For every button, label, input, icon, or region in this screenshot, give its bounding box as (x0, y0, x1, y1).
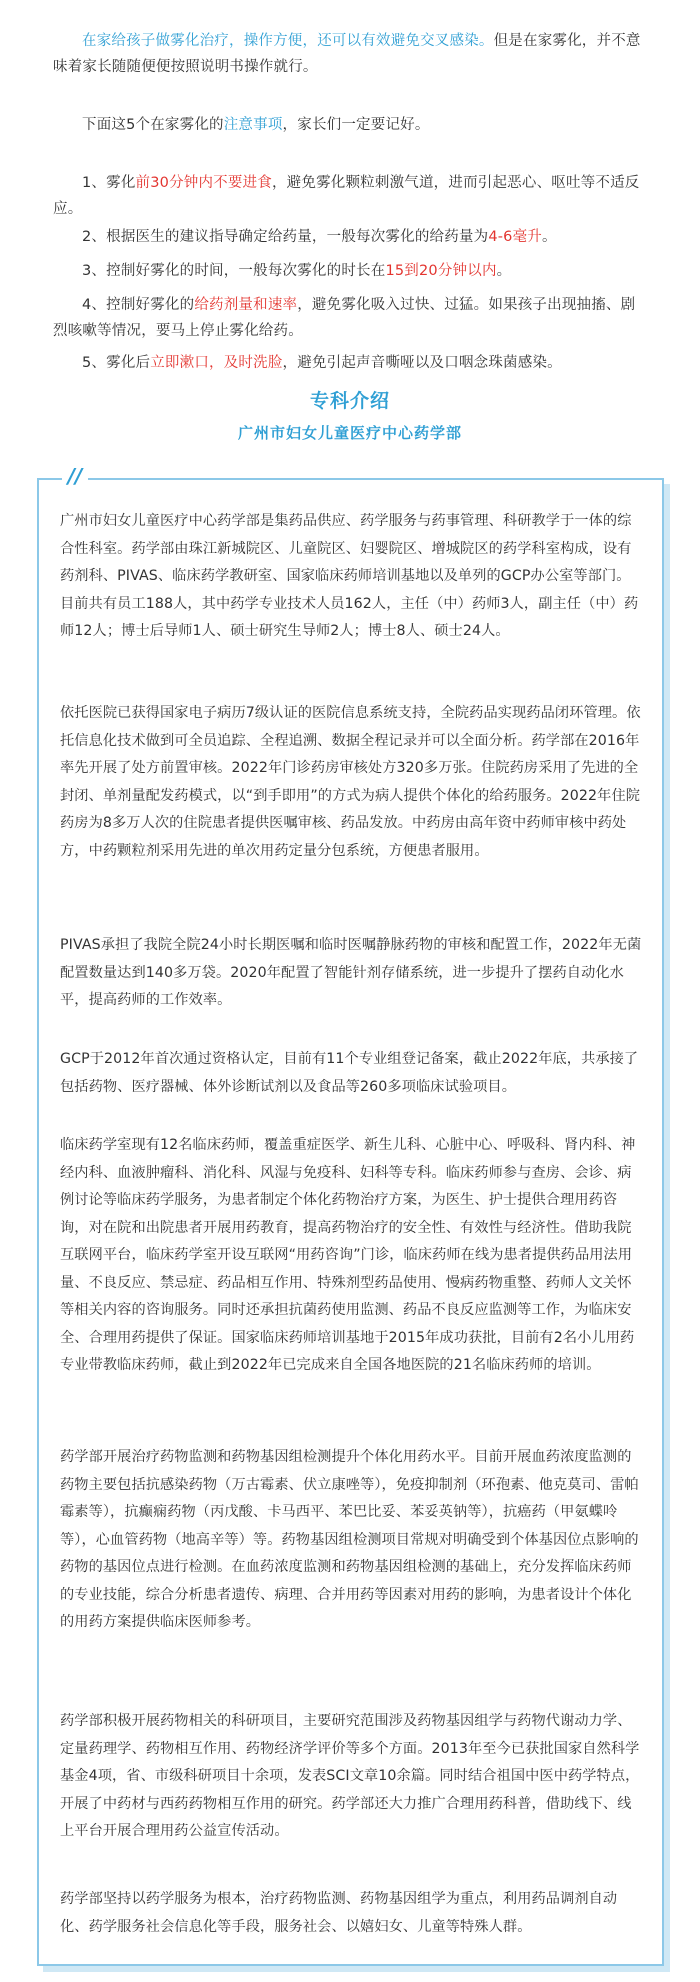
intro-highlight: 在家给孩子做雾化治疗，操作方便，还可以有效避免交叉感染。 (82, 33, 494, 49)
tip-text: 1、雾化 (82, 175, 136, 191)
tip-3 (53, 258, 648, 284)
quote-icon: // (62, 464, 88, 488)
box-paragraph-6: 药学部开展治疗药物监测和药物基因组检测提升个体化用药水平。目前开展血药浓度监测的药物主要包括抗感染药物（万古霉素、伏立康唑等），免疫抑制剂（环孢素、他克莫司、雷帕霉素等），抗癫痫药物（丙戊酸、卡马西平、苯巴比妥、苯妥英钠等），抗癌药（甲氨蝶呤等），心血管药物（地高辛等）等。药物基因组检测项目常规对明确受到个体基因位点影响的药物的基因位点进行检测。在血药浓度监测和药物基因组检测的基础上，充分发挥临床药师的专业技能，综合分析患者遗传、病理、合并用药等因素对用药的影响，为患者设计个体化的用药方案提供临床医师参考。 (60, 1449, 639, 1630)
tip-1 (53, 170, 648, 222)
tip-text: 3、控制好雾化的时间，一般每次雾化的时长在 (82, 263, 386, 279)
intro-paragraph (53, 28, 648, 80)
intro-text: 但是在家雾化，并不意味着家长随随便便按照说明书操作就行。 (53, 33, 641, 75)
tip-highlight: 给药剂量和速率 (194, 297, 298, 313)
notice-highlight: 注意事项 (223, 117, 283, 133)
box-paragraph-1: 广州市妇女儿童医疗中心药学部是集药品供应、药学服务与药事管理、科研教学于一体的综合性科室。药学部由珠江新城院区、儿童院区、妇婴院区、增城院区的药学科室构成，设有药剂科、PIVAS、临床药学教研室、国家临床药师培训基地以及单列的GCP办公室等部门。目前共有员工188人，其中药学专业技术人员162人，主任（中）药师3人，副主任（中）药师12人；博士后导师1人、硕士研究生导师2人；博士8人、硕士24人。 (60, 513, 639, 639)
box-paragraph-3: PIVAS承担了我院全院24小时长期医嘱和临时医嘱静脉药物的审核和配置工作，2022年无菌配置数量达到140多万袋。2020年配置了智能针剂存储系统，进一步提升了摆药自动化水平，提高药师的工作效率。 (60, 937, 642, 1008)
tip-text: ，避免雾化吸入过快、过猛。如果孩子出现抽搐、剧烈咳嗽等情况，要马上停止雾化给药。 (53, 297, 636, 339)
tip-4 (53, 292, 648, 344)
tip-text: ，避免引起声音嘶哑以及口咽念珠菌感染。 (282, 355, 562, 371)
box-paragraph-8: 药学部坚持以药学服务为根本，治疗药物监测、药物基因组学为重点，利用药品调剂自动化、药学服务社会信息化等手段，服务社会、以嬉妇女、儿童等特殊人群。 (60, 1891, 618, 1935)
tip-5 (53, 350, 648, 376)
section-title: 专科介绍 (309, 390, 390, 412)
tip-text: 5、雾化后 (82, 355, 151, 371)
box-paragraph-5: 临床药学室现有12名临床药师，覆盖重症医学、新生儿科、心脏中心、呼吸科、肾内科、神经内科、血液肿瘤科、消化科、风湿与免疫科、妇科等专科。临床药师参与查房、会诊、病例讨论等临床药学服务，为患者制定个体化药物治疗方案，为医生、护士提供合理用药咨询，对在院和出院患者开展用药教育，提高药物治疗的安全性、有效性与经济性。借助我院互联网平台，临床药学室开设互联网“用药咨询”门诊，临床药师在线为患者提供药品用法用量、不良反应、禁忌症、药品相互作用、特殊剂型药品使用、慢病药物重整、药师人文关怀等相关内容的咨询服务。同时还承担抗菌药使用监测、药品不良反应监测等工作，为临床安全、合理用药提供了保证。国家临床药师培训基地于2015年成功获批，目前有2名小儿用药专业带教临床药师，截止到2022年已完成来自全国各地医院的21名临床药师的培训。 (60, 1137, 636, 1373)
box-paragraph-7: 药学部积极开展药物相关的科研项目，主要研究范围涉及药物基因组学与药物代谢动力学、定量药理学、药物相互作用、药物经济学评价等多个方面。2013年至今已获批国家自然科学基金4项，省、市级科研项目十余项，发表SCI文章10余篇。同时结合祖国中医中药学特点，开展了中药材与西药药物相互作用的研究。药学部还大力推广合理用药科普，借助线下、线上平台开展合理用药公益宣传活动。 (60, 1713, 640, 1839)
tip-2 (53, 224, 648, 250)
notice-text-b: ，家长们一定要记好。 (282, 117, 430, 133)
tip-highlight: 4-6毫升 (488, 229, 543, 245)
tip-text: 。 (496, 263, 512, 279)
notice-text-a: 下面这5个在家雾化的 (82, 117, 224, 133)
tip-highlight: 前30分钟内不要进食 (135, 175, 272, 191)
tip-highlight: 15到20分钟以内 (385, 263, 497, 279)
section-subtitle: 广州市妇女儿童医疗中心药学部 (237, 424, 462, 442)
tip-text: 4、控制好雾化的 (82, 297, 195, 313)
box-paragraph-2: 依托医院已获得国家电子病历7级认证的医院信息系统支持，全院药品实现药品闭环管理。依托信息化技术做到可全员追踪、全程追溯、数据全程记录并可以全面分析。药学部在2016年率先开展了处方前置审核。2022年门诊药房审核处方320多万张。住院药房采用了先进的全封闭、单剂量配发药模式，以“到手即用”的方式为病人提供个体化的给药服务。2022年住院药房为8多万人次的住院患者提供医嘱审核、药品发放。中药房由高年资中药师审核中药处方，中药颗粒剂采用先进的单次用药定量分包系统，方便患者服用。 (60, 705, 641, 859)
tip-text: 。 (542, 229, 557, 245)
box-paragraph-4: GCP于2012年首次通过资格认定，目前有11个专业组登记备案，截止2022年底，共承接了包括药物、医疗器械、体外诊断试剂以及食品等260多项临床试验项目。 (60, 1051, 639, 1095)
tip-highlight: 立即漱口，及时洗脸 (150, 355, 283, 371)
tip-text: 2、根据医生的建议指导确定给药量，一般每次雾化的给药量为 (82, 229, 489, 245)
tip-text: ，避免雾化颗粒刺激气道，进而引起恶心、呕吐等不适反应。 (53, 175, 640, 217)
intro-notice (53, 112, 648, 138)
